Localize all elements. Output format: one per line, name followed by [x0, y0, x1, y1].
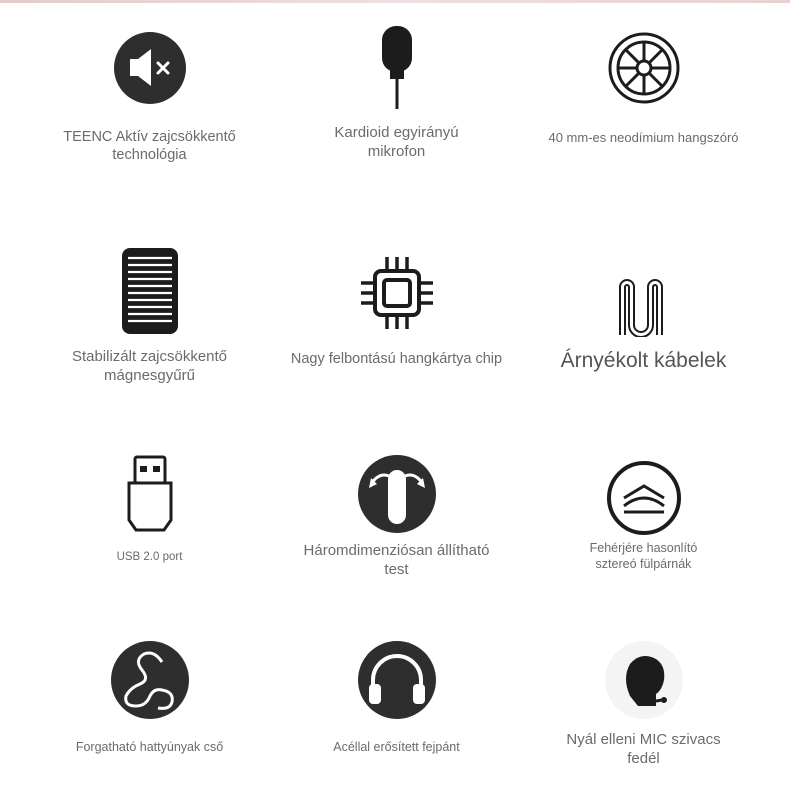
feature-item-ear-cushions	[512, 460, 775, 572]
shielded-cable-icon	[604, 270, 684, 340]
feature-item-steel-headband	[265, 640, 528, 756]
mic-sponge-icon	[604, 640, 684, 720]
feature-label: Nyál elleni MIC szivacs fedél	[566, 731, 721, 767]
feature-item-shielded-cables	[512, 270, 775, 374]
feature-label: USB 2.0 port	[116, 551, 183, 563]
magnetic-ring-icon	[110, 246, 190, 336]
feature-item-mic-sponge	[512, 640, 775, 769]
feature-label: Forgatható hattyúnyak cső	[75, 740, 224, 754]
speaker-wheel-icon	[604, 28, 684, 108]
feature-label: Acéllal erősített fejpánt	[333, 740, 460, 754]
chip-icon	[357, 253, 437, 333]
feature-item-gooseneck	[18, 640, 281, 756]
feature-label: Fehérjére hasonlító sztereó fülpárnák	[589, 541, 698, 571]
feature-item-usb-port	[18, 454, 281, 564]
lavalier-microphone-icon	[357, 28, 437, 108]
feature-label: Stabilizált zajcsökkentő mágnesgyűrű	[71, 348, 228, 384]
feature-label: Nagy felbontású hangkártya chip	[290, 351, 503, 367]
gooseneck-tube-icon	[110, 640, 190, 720]
feature-label: TEENC Aktív zajcsökkentő technológia	[63, 129, 236, 164]
rotate-3d-icon	[357, 454, 437, 534]
feature-label: Háromdimenziósan állítható test	[303, 542, 490, 578]
feature-label: Árnyékolt kábelek	[560, 349, 727, 372]
feature-label: Kardioid egyirányú mikrofon	[334, 124, 459, 160]
feature-item-neodymium-speaker	[512, 28, 775, 146]
ear-cushion-icon	[604, 460, 684, 536]
feature-item-3d-adjustable	[265, 454, 528, 580]
usb-plug-icon	[110, 454, 190, 534]
speaker-mute-icon	[110, 28, 190, 108]
feature-item-cardioid-mic	[265, 28, 528, 162]
feature-label: 40 mm-es neodímium hangszóró	[548, 130, 739, 145]
feature-item-sound-chip	[265, 253, 528, 368]
feature-item-noise-cancelling	[18, 28, 281, 164]
headphones-icon	[357, 640, 437, 720]
feature-item-magnetic-ring	[18, 246, 281, 386]
